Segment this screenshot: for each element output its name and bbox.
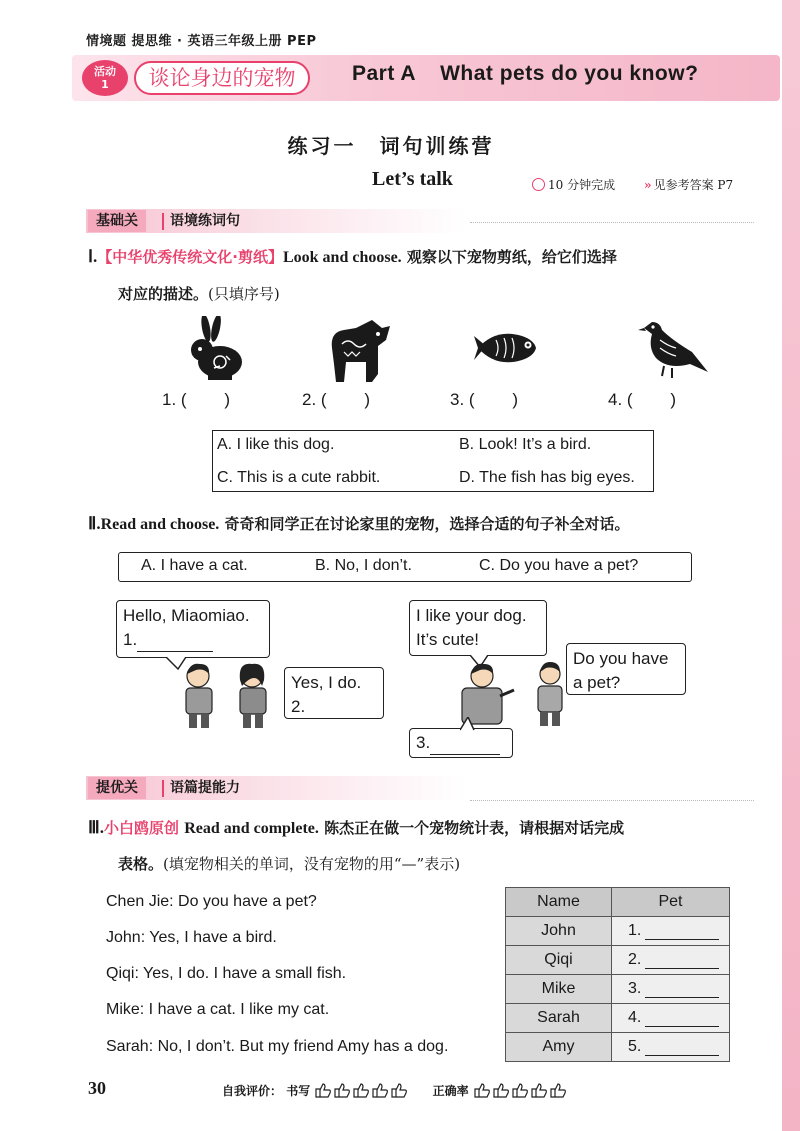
q1-item-1-number: 1. xyxy=(162,390,177,409)
q1-item-2[interactable] xyxy=(302,390,370,410)
q1-item-2-paren: ( ) xyxy=(320,390,371,409)
dialog-line-5: Sarah: No, I don’t. But my friend Amy has a dog. xyxy=(106,1038,449,1055)
table-row xyxy=(506,1004,730,1033)
section-bar-basic xyxy=(86,209,466,233)
q1-instruction-en: Look and choose. xyxy=(282,249,402,266)
q3-note: (填宠物相关的单词，没有宠物的用“—”表示) xyxy=(163,855,461,873)
activity-title: 谈论身边的宠物 xyxy=(134,61,310,95)
table-cell-pet[interactable] xyxy=(612,975,730,1004)
section-tag: 基础关 xyxy=(88,210,146,232)
bubble-1-line-2[interactable] xyxy=(123,628,263,652)
q3-instruction-cn-2: 表格。 xyxy=(118,855,164,873)
writing-thumbs-rating[interactable] xyxy=(314,1082,410,1101)
dotted-divider xyxy=(470,222,754,223)
boy-2-figure-icon xyxy=(528,660,572,732)
part-question: What pets do you know? xyxy=(440,62,699,85)
answer-reference xyxy=(644,176,733,193)
dialog-line-3: Qiqi: Yes, I do. I have a small fish. xyxy=(106,965,347,982)
pet-blank-number: 4. xyxy=(628,1009,642,1026)
blank-2[interactable] xyxy=(305,701,375,719)
pet-blank-number: 3. xyxy=(628,980,642,997)
blank-3[interactable] xyxy=(430,737,500,755)
bubble-1-number: 1. xyxy=(123,630,138,649)
activity-badge-label: 活动 1 xyxy=(94,65,116,91)
exercise-title: 练习一 词句训练营 xyxy=(287,134,495,158)
table-header-pet: Pet xyxy=(612,888,730,917)
bubble-2-line-2[interactable] xyxy=(291,695,377,719)
blank-1[interactable] xyxy=(137,634,213,652)
q1-item-4-number: 4. xyxy=(608,390,623,409)
q3-prompt-line2 xyxy=(118,848,460,880)
q2-instruction-en: Read and choose. xyxy=(100,516,220,533)
q2-option-a: A. I have a cat. xyxy=(141,557,248,574)
q1-item-2-number: 2. xyxy=(302,390,317,409)
page-number: 30 xyxy=(88,1078,106,1098)
speech-bubble-2 xyxy=(284,667,384,719)
speech-bubble-3 xyxy=(409,600,547,656)
table-cell-pet[interactable] xyxy=(612,1004,730,1033)
choice-b: B. Look! It’s a bird. xyxy=(459,436,592,453)
table-row xyxy=(506,975,730,1004)
choice-c: C. This is a cute rabbit. xyxy=(217,469,381,486)
clock-icon xyxy=(532,178,545,191)
double-chevron-icon: ›› xyxy=(644,178,650,192)
pet-blank-number: 1. xyxy=(628,922,642,939)
pet-blank-number: 2. xyxy=(628,951,642,968)
q3-instruction-cn: 陈杰正在做一个宠物统计表，请根据对话完成 xyxy=(324,819,625,837)
activity-badge xyxy=(82,60,128,96)
q1-item-3-paren: ( ) xyxy=(468,390,519,409)
dotted-divider-2 xyxy=(470,800,754,801)
eval-label: 自我评价： xyxy=(222,1084,283,1098)
accuracy-thumbs-rating[interactable] xyxy=(473,1082,569,1101)
table-header-name: Name xyxy=(506,888,612,917)
timer-text: 10 分钟完成 xyxy=(548,178,616,192)
section-subtitle: 语境练词句 xyxy=(170,210,240,232)
q2-instruction-cn: 奇奇和同学正在讨论家里的宠物，选择合适的句子补全对话。 xyxy=(224,515,630,533)
q1-note: (只填序号) xyxy=(208,285,280,303)
q1-item-3-number: 3. xyxy=(450,390,465,409)
table-row xyxy=(506,1033,730,1062)
exercise-subtitle: Let’s talk xyxy=(372,168,453,190)
dog-papercut-icon xyxy=(326,318,396,384)
bubble-1-line-1: Hello, Miaomiao. xyxy=(123,606,250,625)
q1-prompt-line2 xyxy=(118,278,280,310)
pet-blank[interactable] xyxy=(645,951,719,969)
table-row xyxy=(506,946,730,975)
q1-item-4-paren: ( ) xyxy=(626,390,677,409)
q1-number: Ⅰ. xyxy=(88,247,98,266)
q1-item-3[interactable] xyxy=(450,390,518,410)
answer-ref-text: 见参考答案 P7 xyxy=(653,178,734,192)
page-edge-band xyxy=(782,0,800,1131)
q3-prompt xyxy=(88,812,768,845)
self-evaluation xyxy=(222,1082,569,1101)
pet-blank[interactable] xyxy=(645,980,719,998)
part-label: Part A xyxy=(352,62,417,85)
bubble-2-line-1: Yes, I do. xyxy=(291,673,362,692)
pet-table-wrap xyxy=(505,887,730,1062)
bubble-4-line-2: a pet? xyxy=(573,673,621,692)
q2-option-b: B. No, I don’t. xyxy=(315,557,412,574)
choice-a: A. I like this dog. xyxy=(217,436,335,453)
part-title xyxy=(352,62,698,86)
section-bar-advanced xyxy=(86,776,466,800)
q1-prompt xyxy=(88,241,768,274)
boy-figure-icon xyxy=(176,660,232,734)
series-title: 情境题 提思维 · 英语三年级上册 PEP xyxy=(86,34,317,49)
q3-instruction-en: Read and complete. xyxy=(184,820,319,837)
table-cell-name: John xyxy=(506,917,612,946)
eval-writing-label: 书写 xyxy=(286,1084,311,1098)
fish-papercut-icon xyxy=(474,326,546,370)
table-row xyxy=(506,917,730,946)
table-cell-name: Sarah xyxy=(506,1004,612,1033)
section-subtitle-2: 语篇提能力 xyxy=(170,777,240,799)
q1-item-1[interactable] xyxy=(162,390,230,410)
bubble-5-tail xyxy=(460,716,480,735)
table-cell-name: Amy xyxy=(506,1033,612,1062)
table-cell-pet[interactable] xyxy=(612,917,730,946)
pet-table xyxy=(505,887,730,1062)
q1-instruction-cn-2: 对应的描述。 xyxy=(118,285,209,303)
q1-choice-box xyxy=(212,430,654,492)
dialog-line-4: Mike: I have a cat. I like my cat. xyxy=(106,1001,330,1018)
table-cell-pet[interactable] xyxy=(612,946,730,975)
timer xyxy=(532,176,615,193)
q2-number: Ⅱ. xyxy=(88,514,101,533)
speech-bubble-4 xyxy=(566,643,686,695)
bird-papercut-icon xyxy=(638,318,710,380)
bubble-4-line-1: Do you have xyxy=(573,649,669,668)
q1-item-4[interactable] xyxy=(608,390,676,410)
rabbit-papercut-icon xyxy=(186,316,246,384)
bubble-3-line-1: I like your dog. xyxy=(416,606,527,625)
q3-number: Ⅲ. xyxy=(88,818,104,837)
q2-prompt xyxy=(88,508,768,541)
table-cell-pet[interactable] xyxy=(612,1033,730,1062)
q1-item-1-paren: ( ) xyxy=(180,390,231,409)
pet-blank[interactable] xyxy=(645,1009,719,1027)
dialog-line-1: Chen Jie: Do you have a pet? xyxy=(106,893,317,910)
q3-tag: 小白鸥原创 xyxy=(103,819,179,837)
q1-instruction-cn: 观察以下宠物剪纸，给它们选择 xyxy=(406,248,617,266)
table-header-row xyxy=(506,888,730,917)
pet-blank-number: 5. xyxy=(628,1038,642,1055)
pet-blank[interactable] xyxy=(645,1038,719,1056)
bubble-3-line-2: It’s cute! xyxy=(416,630,479,649)
dialog-line-2: John: Yes, I have a bird. xyxy=(106,929,277,946)
pet-blank[interactable] xyxy=(645,922,719,940)
eval-accuracy-label: 正确率 xyxy=(432,1084,469,1098)
bubble-5-number: 3. xyxy=(416,733,431,752)
q2-option-c: C. Do you have a pet? xyxy=(479,557,639,574)
girl-figure-icon xyxy=(226,660,280,734)
table-cell-name: Mike xyxy=(506,975,612,1004)
choice-d: D. The fish has big eyes. xyxy=(459,469,635,486)
speech-bubble-1 xyxy=(116,600,270,658)
bubble-2-number: 2. xyxy=(291,697,306,716)
section-tag-2: 提优关 xyxy=(88,777,146,799)
q1-tag: 【中华优秀传统文化·剪纸】 xyxy=(97,248,283,266)
q2-options xyxy=(118,552,692,582)
table-cell-name: Qiqi xyxy=(506,946,612,975)
